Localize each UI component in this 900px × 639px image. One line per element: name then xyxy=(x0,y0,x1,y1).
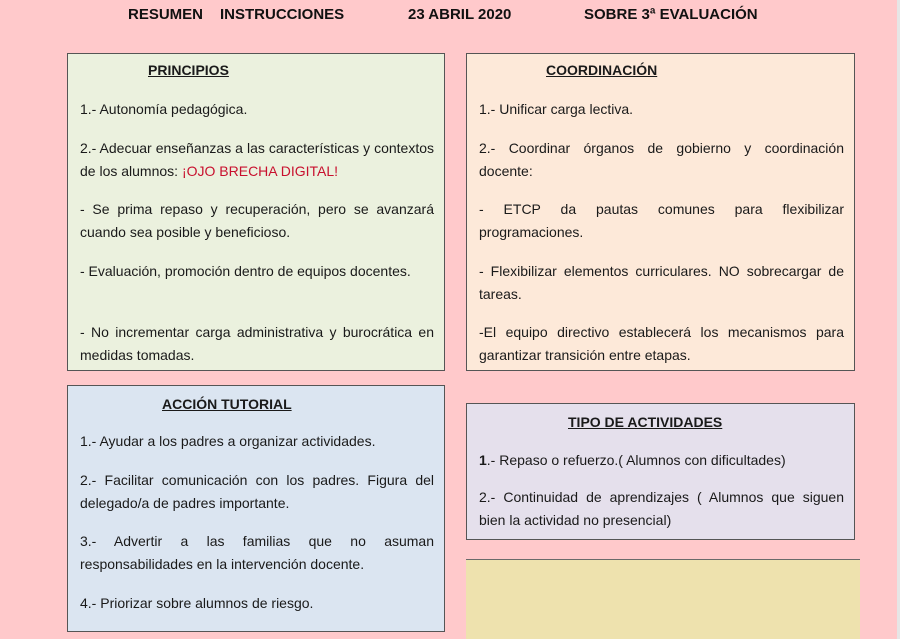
principios-title: PRINCIPIOS xyxy=(148,62,229,78)
accion-tutorial-item-1: 1.- Ayudar a los padres a organizar actividades. xyxy=(80,433,376,449)
coordinacion-title: COORDINACIÓN xyxy=(546,62,658,78)
principios-item-3: - Se prima repaso y recuperación, pero se avanzará cuando sea posible y beneficioso. xyxy=(80,201,434,240)
tipo-actividades-title: TIPO DE ACTIVIDADES xyxy=(568,414,723,430)
coordinacion-item-3: - ETCP da pautas comunes para flexibilizar programaciones. xyxy=(479,201,844,240)
header-date: 23 ABRIL 2020 xyxy=(408,6,512,23)
accion-tutorial-item-4: 4.- Priorizar sobre alumnos de riesgo. xyxy=(80,595,314,611)
coordinacion-item-1: 1.- Unificar carga lectiva. xyxy=(479,101,634,117)
coordinacion-item-4: - Flexibilizar elementos curriculares. NO sobrecargar de tareas. xyxy=(479,263,844,302)
brecha-digital-alert: ¡OJO BRECHA DIGITAL! xyxy=(181,163,339,179)
coordinacion-panel xyxy=(466,53,855,371)
document-header xyxy=(0,4,900,26)
coordinacion-item-2: 2.- Coordinar órganos de gobierno y coordinación docente: xyxy=(479,140,844,179)
accion-tutorial-item-2: 2.- Facilitar comunicación con los padres. Figura del delegado/a de padres importante. xyxy=(80,472,434,511)
accion-tutorial-panel xyxy=(67,385,445,632)
tipo-actividades-item-1: 1.- Repaso o refuerzo.( Alumnos con dificultades) xyxy=(479,452,786,468)
principios-item-2: 2.- Adecuar enseñanzas a las características y contextos de los alumnos: ¡OJO BRECHA DIGITAL! xyxy=(80,140,434,179)
principios-panel xyxy=(67,53,445,371)
tipo-actividades-panel xyxy=(466,403,855,540)
header-instrucciones: INSTRUCCIONES xyxy=(220,6,345,23)
tipo-actividades-item-2: 2.- Continuidad de aprendizajes ( Alumnos que siguen bien la actividad no presencial) xyxy=(479,489,844,528)
header-topic: SOBRE 3ª EVALUACIÓN xyxy=(584,6,758,23)
principios-item-5: - No incrementar carga administrativa y burocrática en medidas tomadas. xyxy=(80,324,434,363)
accion-tutorial-title: ACCIÓN TUTORIAL xyxy=(162,396,292,412)
accion-tutorial-item-3: 3.- Advertir a las familias que no asuman responsabilidades en la intervención docente. xyxy=(80,533,434,572)
yellow-note-box xyxy=(466,559,860,639)
principios-item-4: - Evaluación, promoción dentro de equipos docentes. xyxy=(80,263,411,279)
header-resumen: RESUMEN xyxy=(128,6,204,23)
coordinacion-item-5: -El equipo directivo establecerá los mecanismos para garantizar transición entre etapas. xyxy=(479,324,844,363)
principios-item-1: 1.- Autonomía pedagógica. xyxy=(80,101,248,117)
